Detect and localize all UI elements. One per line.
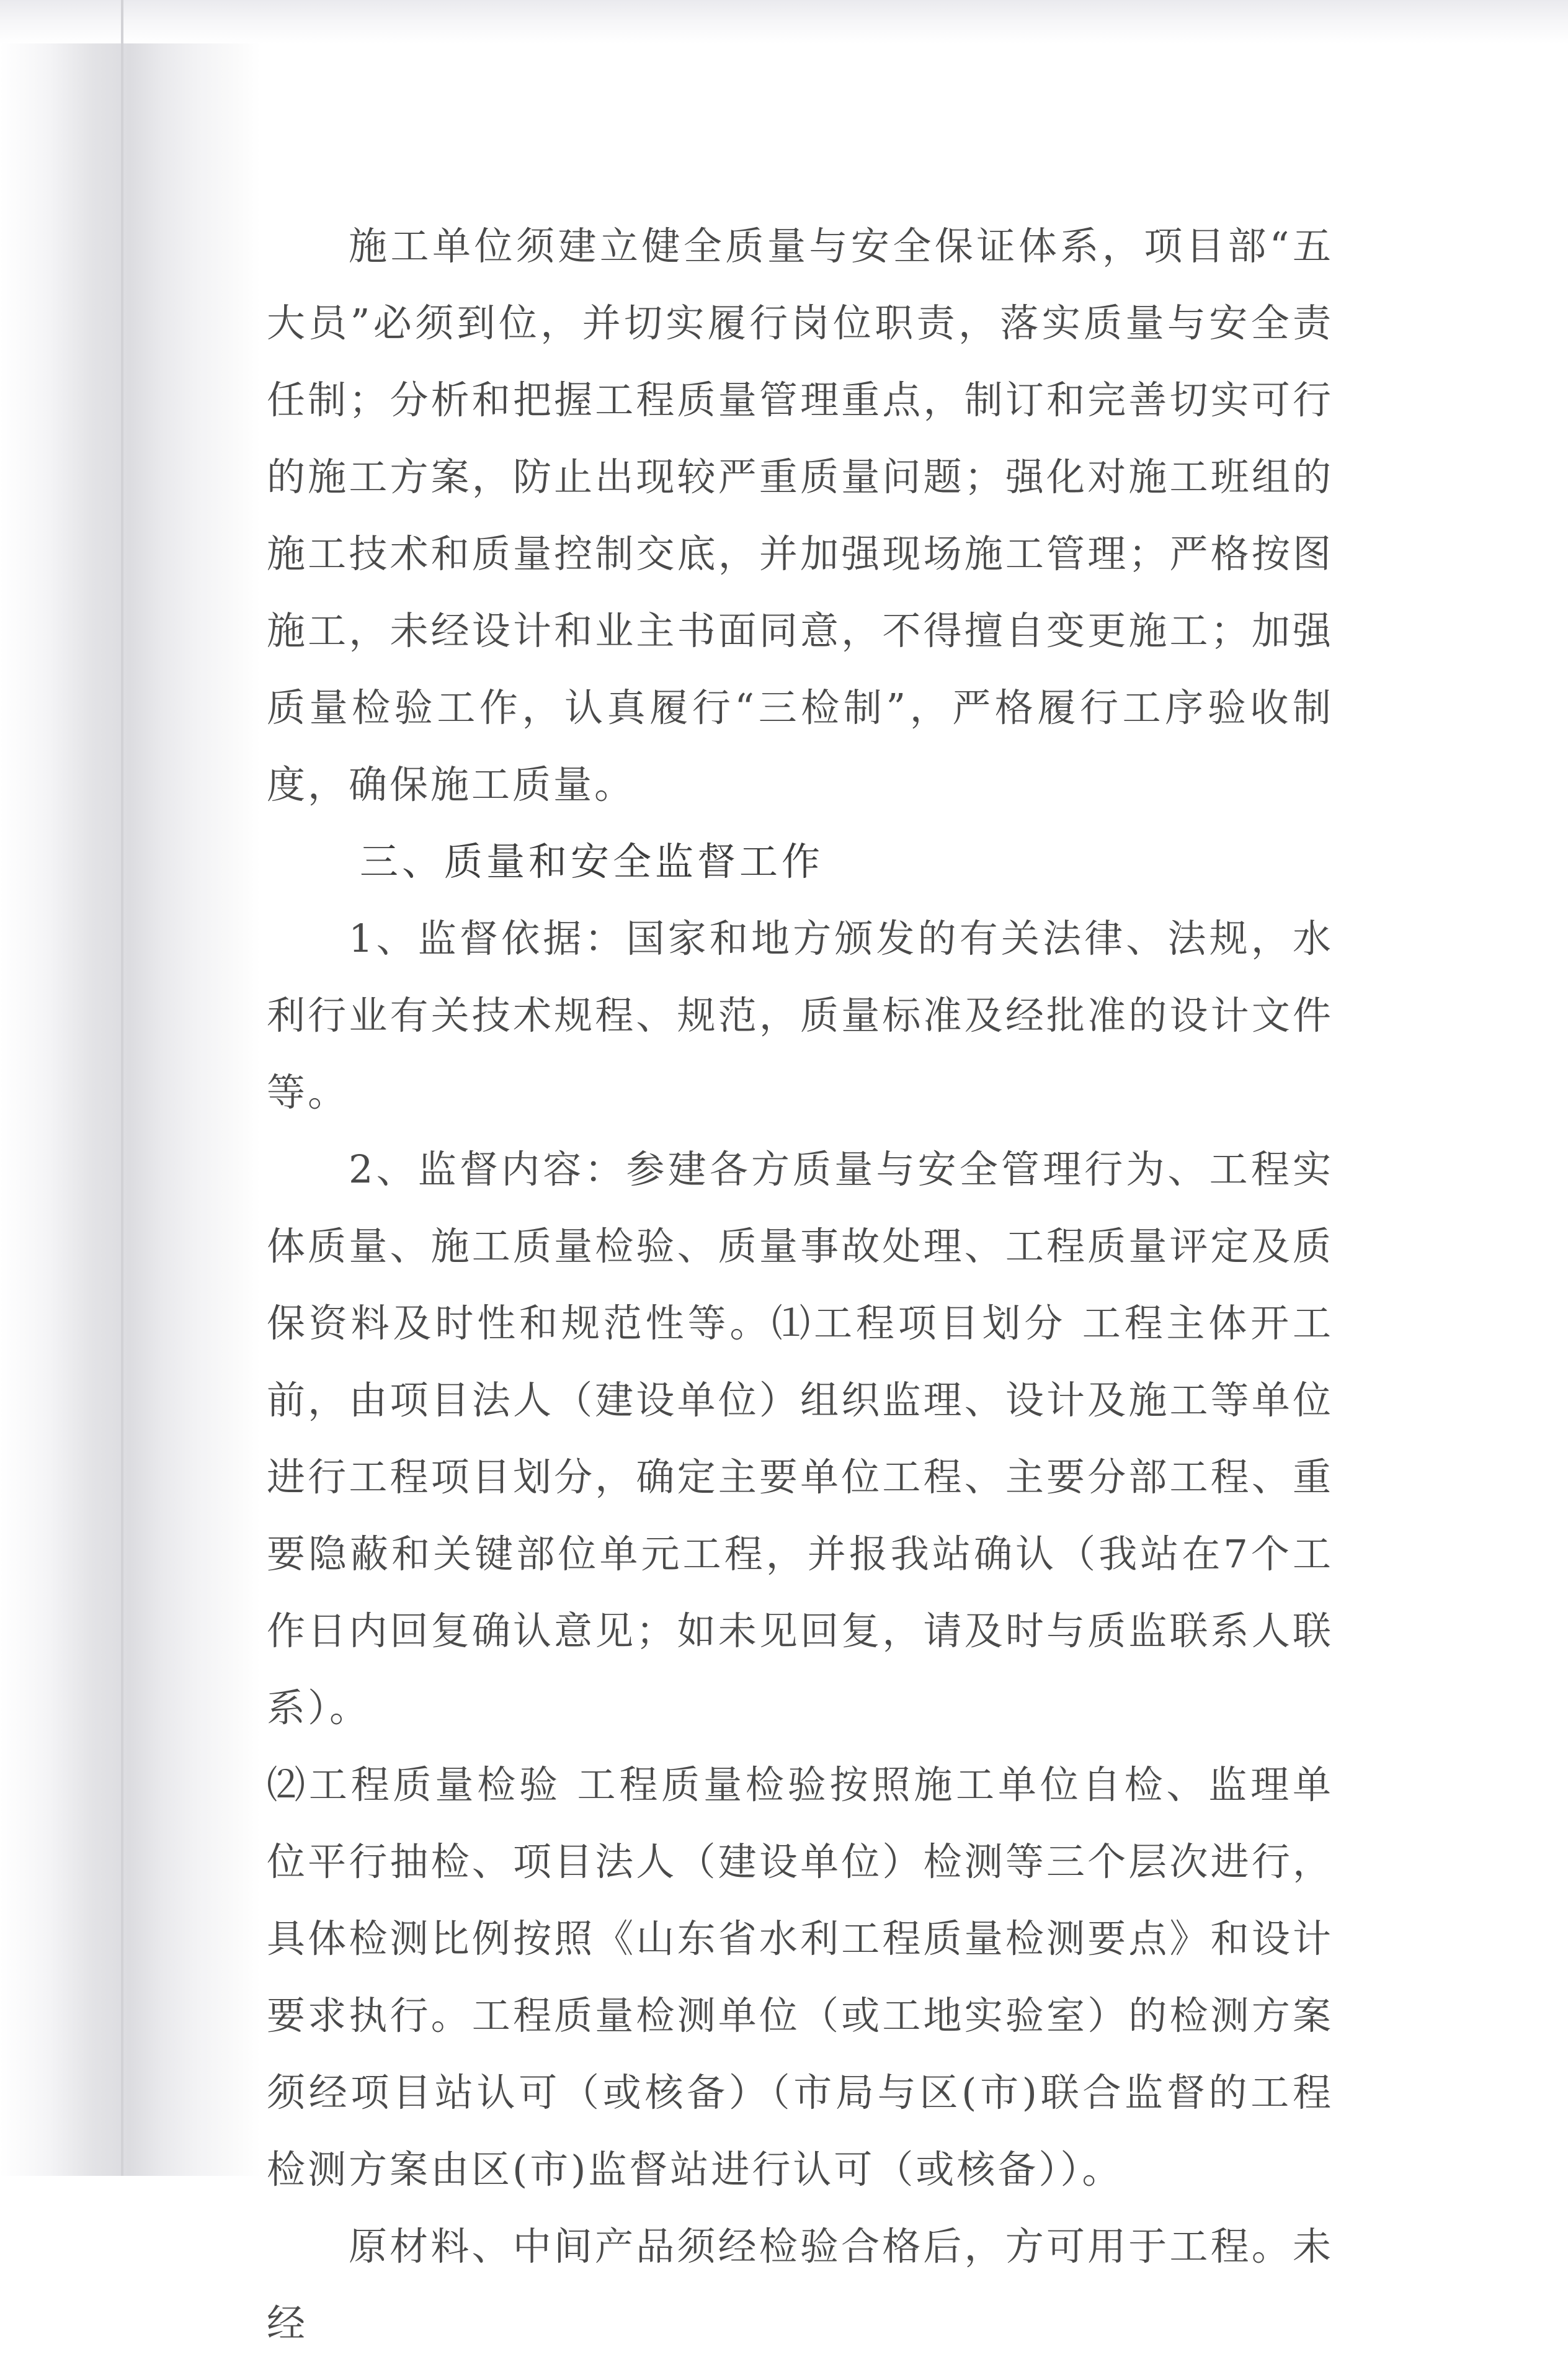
paragraph-supervision-content: 2、监督内容：参建各方质量与安全管理行为、工程实体质量、施工质量检验、质量事故处理、工程质量评定及质保资料及时性和规范性等。⑴工程项目划分 工程主体开工前，由项目法人（建设单位）组织监理、设计及施工等单位进行工程项目划分，确定主要单位工程、主要分部工程、重要隐蔽和关键部位单元工程，并报我站确认（我站在7个工作日内回复确认意见；如未见回复，请及时与质监联系人联系）。: [267, 1147, 1334, 1730]
paragraph-raw-materials: 原材料、中间产品须经检验合格后，方可用于工程。未经: [267, 2224, 1334, 2346]
section-heading-supervision: 三、质量和安全监督工作: [360, 839, 824, 884]
page-fold-line: [121, 0, 123, 2176]
paragraph-supervision-basis: 1、监督依据：国家和地方颁发的有关法律、法规，水利行业有关技术规程、规范，质量标准及经批准的设计文件等。: [267, 916, 1334, 1115]
top-edge-shadow: [0, 0, 1568, 43]
paragraph-quality-inspection: ⑵工程质量检验 工程质量检验按照施工单位自检、监理单位平行抽检、项目法人（建设单位）检测等三个层次进行，具体检测比例按照《山东省水利工程质量检测要点》和设计要求执行。工程质量检测单位（或工地实验室）的检测方案须经项目站认可（或核备）（市局与区(市)联合监督的工程检测方案由区(市)监督站进行认可（或核备））。: [267, 1762, 1334, 2192]
paragraph-construction-unit: 施工单位须建立健全质量与安全保证体系，项目部“五大员”必须到位，并切实履行岗位职责，落实质量与安全责任制；分析和把握工程质量管理重点，制订和完善切实可行的施工方案，防止出现较严重质量问题；强化对施工班组的施工技术和质量控制交底，并加强现场施工管理；严格按图施工，未经设计和业主书面同意，不得擅自变更施工；加强质量检验工作，认真履行“三检制”，严格履行工序验收制度，确保施工质量。: [267, 223, 1334, 807]
binding-shadow: [0, 0, 261, 2176]
document-body: [267, 208, 1334, 2362]
